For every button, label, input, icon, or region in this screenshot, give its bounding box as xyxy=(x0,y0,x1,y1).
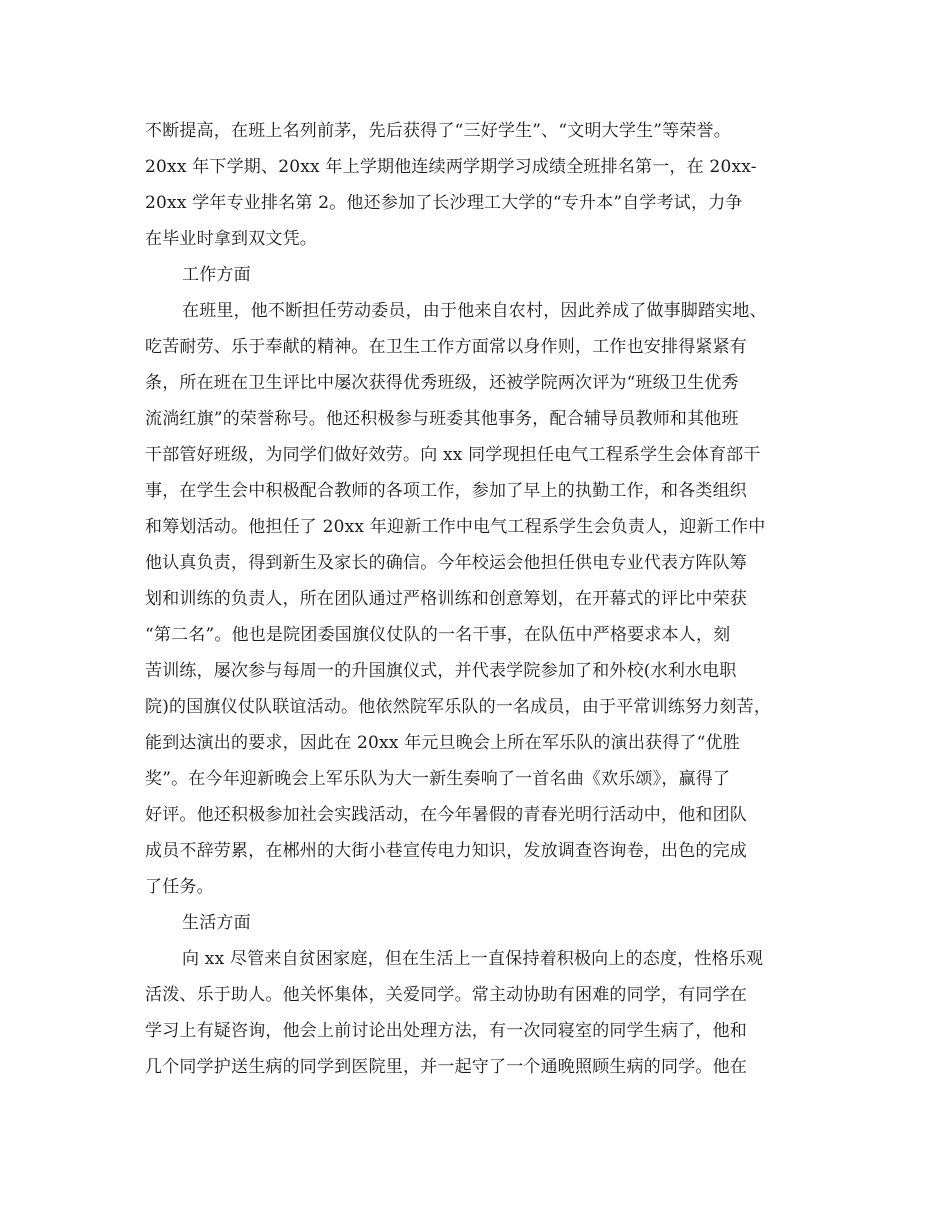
text-line: “第二名”。他也是院团委国旗仪仗队的一名干事，在队伍中严格要求本人，刻 xyxy=(145,625,731,645)
text-line: 活泼、乐于助人。他关怀集体，关爱同学。常主动协助有困难的同学，有同学在 xyxy=(145,985,747,1005)
text-line: 向 xx 尽管来自贫困家庭，但在生活上一直保持着积极向上的态度，性格乐观 xyxy=(182,949,764,969)
text-line: 奖”。在今年迎新晚会上军乐队为大一新生奏响了一首名曲《欢乐颂》，赢得了 xyxy=(145,769,731,789)
text-line: 在毕业时拿到双文凭。 xyxy=(145,229,317,249)
text-line: 能到达演出的要求，因此在 20xx 年元旦晚会上所在军乐队的演出获得了“优胜 xyxy=(145,733,740,753)
text-line: 20xx 年下学期、20xx 年上学期他连续两学期学习成绩全班排名第一，在 20xx- xyxy=(145,157,757,177)
text-line: 事，在学生会中积极配合教师的各项工作，参加了早上的执勤工作，和各类组织 xyxy=(145,481,747,501)
text-line: 学习上有疑咨询，他会上前讨论出处理方法，有一次同寝室的同学生病了，他和 xyxy=(145,1021,747,1041)
text-line: 划和训练的负责人，所在团队通过严格训练和创意筹划，在开幕式的评比中荣获 xyxy=(145,589,747,609)
text-line: 流淌红旗”的荣誉称号。他还积极参与班委其他事务，配合辅导员教师和其他班 xyxy=(145,409,739,429)
text-line: 苦训练，屡次参与每周一的升国旗仪式，并代表学院参加了和外校(水利水电职 xyxy=(145,661,737,681)
text-line: 条，所在班在卫生评比中屡次获得优秀班级，还被学院两次评为“班级卫生优秀 xyxy=(145,373,739,393)
text-line: 几个同学护送生病的同学到医院里，并一起守了一个通晚照顾生病的同学。他在 xyxy=(145,1057,747,1077)
text-line: 好评。他还积极参加社会实践活动，在今年暑假的青春光明行活动中，他和团队 xyxy=(145,805,747,825)
text-line: 院)的国旗仪仗队联谊活动。他依然院军乐队的一名成员，由于平常训练努力刻苦， xyxy=(145,697,772,717)
text-line: 了任务。 xyxy=(145,877,214,897)
text-line: 吃苦耐劳、乐于奉献的精神。在卫生工作方面常以身作则，工作也安排得紧紧有 xyxy=(145,337,747,357)
text-line: 在班里，他不断担任劳动委员，由于他来自农村，因此养成了做事脚踏实地、 xyxy=(182,301,767,321)
text-line: 20xx 学年专业排名第 2。他还参加了长沙理工大学的“专升本”自学考试，力争 xyxy=(145,193,743,213)
text-line: 不断提高，在班上名列前茅，先后获得了“三好学生”、“文明大学生”等荣誉。 xyxy=(145,121,731,141)
text-line: 和筹划活动。他担任了 20xx 年迎新工作中电气工程系学生会负责人，迎新工作中 xyxy=(145,517,766,537)
section-heading-work: 工作方面 xyxy=(182,265,251,285)
text-line: 他认真负责，得到新生及家长的确信。今年校运会他担任供电专业代表方阵队筹 xyxy=(145,553,747,573)
section-heading-life: 生活方面 xyxy=(182,913,251,933)
text-line: 成员不辞劳累，在郴州的大街小巷宣传电力知识，发放调查咨询卷，出色的完成 xyxy=(145,841,747,861)
text-line: 干部管好班级，为同学们做好效劳。向 xx 同学现担任电气工程系学生会体育部干 xyxy=(145,445,761,465)
